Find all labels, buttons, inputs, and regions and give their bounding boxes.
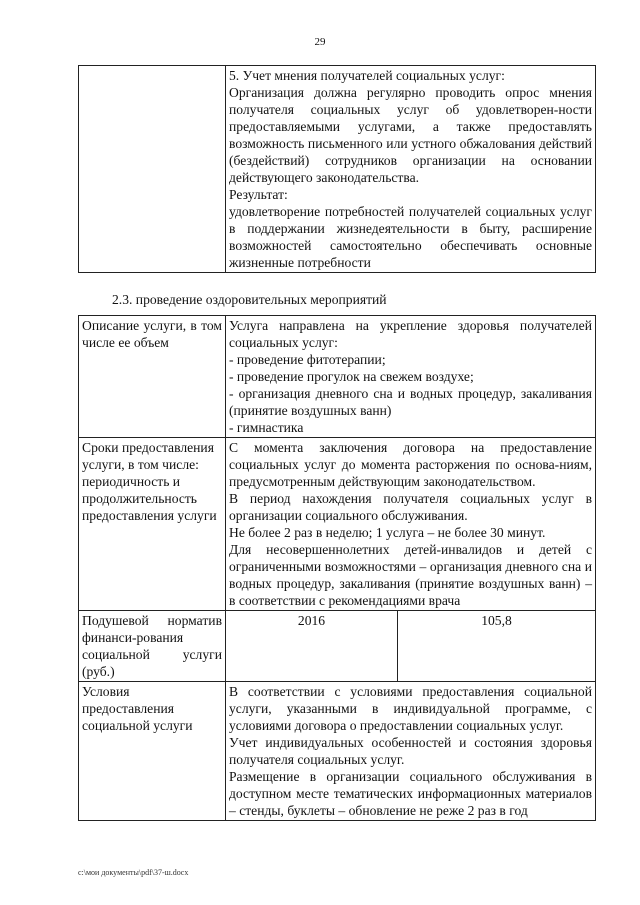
row-content <box>226 316 596 438</box>
feedback-cell <box>226 66 596 273</box>
footer-path: c:\мои документы\pdf\37-ш.docx <box>78 868 189 877</box>
feedback-heading: 5. Учет мнения получателей социальных услуг: <box>229 68 505 83</box>
content-line: Не более 2 раз в неделю; 1 услуга – не более 30 минут. <box>229 525 546 540</box>
content-line: - гимнастика <box>229 420 304 435</box>
empty-cell <box>79 66 226 273</box>
row-label: Подушевой норматив финанси-рования социальной услуги (руб.) <box>79 611 226 682</box>
content-line: В период нахождения получателя социальных услуг в организации социального обслуживания. <box>229 491 592 523</box>
table-row <box>79 316 596 438</box>
table-row <box>79 438 596 611</box>
value-cell: 105,8 <box>398 611 596 682</box>
row-content <box>226 438 596 611</box>
content-line: - организация дневного сна и водных процедур, закаливания (принятие воздушных ванн) <box>229 386 592 418</box>
content-line: Размещение в организации социального обслуживания в доступном месте тематических информационных материалов – стенды, буклеты – обновление не реже 2 раз в год <box>229 769 592 818</box>
row-label: Условия предоставления социальной услуги <box>79 682 226 821</box>
row-content <box>226 682 596 821</box>
result-text: удовлетворение потребностей получателей социальных услуг в поддержании жизнедеятельности в быту, расширение возможностей самостоятельно обеспечивать основные жизненные потребности <box>229 204 592 270</box>
result-label: Результат: <box>229 187 288 202</box>
feedback-text: Организация должна регулярно проводить опрос мнения получателя социальных услуг об удовлетворен-ности предоставляемыми услугами, а также предоставлять возможность письменного или устного обжалования действий (бездействий) сотрудников организации на основании действующего законодательства. <box>229 85 592 185</box>
content-line: Учет индивидуальных особенностей и состояния здоровья получателя социальных услуг. <box>229 735 592 767</box>
content-line: Для несовершеннолетних детей-инвалидов и детей с ограниченными возможностями – организация дневного сна и водных процедур, закаливания (принятие воздушных ванн) – в соответствии с рекомендациями врача <box>229 542 592 608</box>
service-table <box>78 315 596 821</box>
content-line: - проведение фитотерапии; <box>229 352 386 367</box>
table-continued <box>78 65 596 273</box>
row-label: Сроки предоставления услуги, в том числе: периодичность и продолжительность предоставления услуги <box>79 438 226 611</box>
content-line: - проведение прогулок на свежем воздухе; <box>229 369 474 384</box>
page-number: 29 <box>314 36 326 48</box>
table-row <box>79 611 596 682</box>
content-line: В соответствии с условиями предоставления социальной услуги, указанными в индивидуальной программе, с условиями договора о предоставлении социальных услуг. <box>229 684 592 733</box>
section-title: 2.3. проведение оздоровительных мероприятий <box>112 292 387 307</box>
row-label: Описание услуги, в том числе ее объем <box>79 316 226 438</box>
content-line: Услуга направлена на укрепление здоровья получателей социальных услуг: <box>229 318 592 350</box>
table-row <box>79 682 596 821</box>
year-cell: 2016 <box>226 611 398 682</box>
content-line: С момента заключения договора на предоставление социальных услуг до момента расторжения по основа-ниям, предусмотренным действующим законодательством. <box>229 440 592 489</box>
